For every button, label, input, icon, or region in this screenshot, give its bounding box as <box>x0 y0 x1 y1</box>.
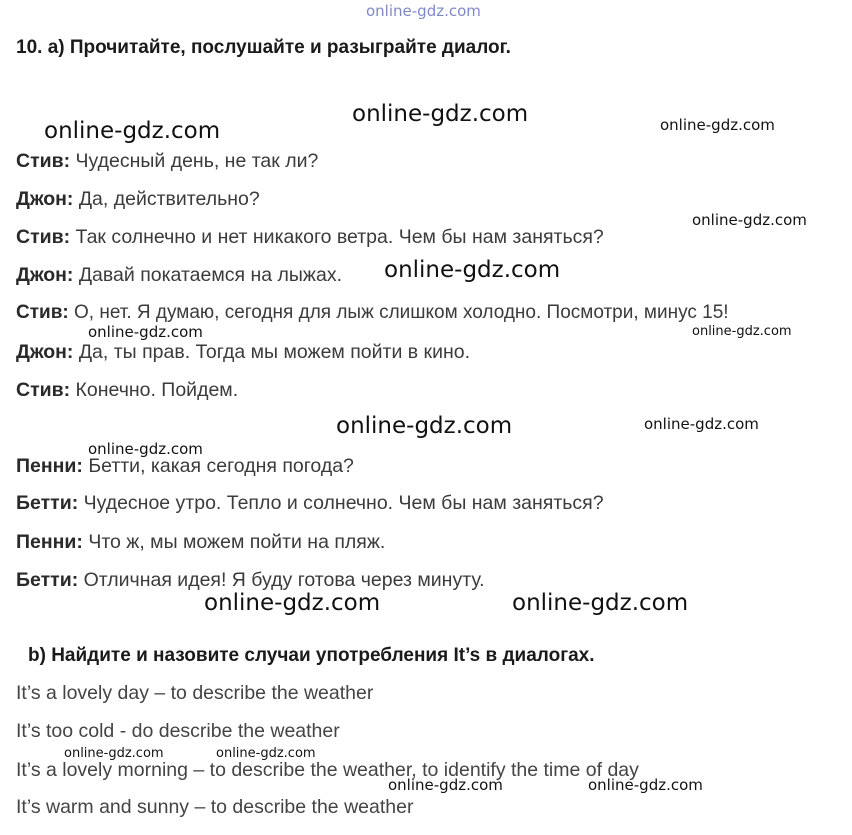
replica: Да, действительно? <box>78 188 260 210</box>
answer-line: It’s too cold - do describe the weather <box>16 720 340 742</box>
replica: Что ж, мы можем пойти на пляж. <box>88 531 386 553</box>
speaker: Стив: <box>16 226 71 248</box>
watermark: online-gdz.com <box>88 323 203 341</box>
answer-line: It’s a lovely morning – to describe the weather, to identify the time of day <box>16 759 639 781</box>
watermark: online-gdz.com <box>692 324 792 339</box>
watermark: online-gdz.com <box>644 415 759 433</box>
speaker: Бетти: <box>16 492 79 514</box>
watermark: online-gdz.com <box>660 116 775 134</box>
dialogue-line <box>16 341 470 364</box>
watermark: online-gdz.com <box>588 776 703 794</box>
speaker: Стив: <box>16 379 71 401</box>
watermark: online-gdz.com <box>88 440 203 458</box>
watermark: online-gdz.com <box>216 746 316 761</box>
replica: Отличная идея! Я буду готова через минуту. <box>83 569 485 591</box>
watermark: online-gdz.com <box>512 590 689 616</box>
dialogue-line <box>16 569 485 592</box>
dialogue-line <box>16 150 318 173</box>
replica: Бетти, какая сегодня погода? <box>88 455 354 477</box>
speaker: Стив: <box>16 150 71 172</box>
replica: Конечно. Пойдем. <box>75 379 239 401</box>
dialogue-line <box>16 379 238 402</box>
task-b-heading: b) Найдите и назовите случаи употребления It’s в диалогах. <box>28 645 595 666</box>
answer-line: It’s a lovely day – to describe the weather <box>16 682 374 704</box>
watermark: online-gdz.com <box>204 590 381 616</box>
replica: Давай покатаемся на лыжах. <box>78 264 342 286</box>
dialogue-line <box>16 226 604 249</box>
speaker: Пенни: <box>16 455 83 477</box>
watermark: online-gdz.com <box>44 118 221 144</box>
speaker: Бетти: <box>16 569 79 591</box>
watermark: online-gdz.com <box>692 211 807 229</box>
replica: О, нет. Я думаю, сегодня для лыж слишком холодно. Посмотри, минус 15! <box>74 302 729 323</box>
replica: Так солнечно и нет никакого ветра. Чем бы нам заняться? <box>75 226 604 248</box>
speaker: Джон: <box>16 264 74 286</box>
dialogue-line <box>16 264 342 287</box>
speaker: Джон: <box>16 341 74 363</box>
watermark: online-gdz.com <box>352 101 529 127</box>
watermark: online-gdz.com <box>388 776 503 794</box>
speaker: Джон: <box>16 188 74 210</box>
watermark: online-gdz.com <box>336 413 513 439</box>
answer-line: It’s warm and sunny – to describe the weather <box>16 796 414 818</box>
replica: Чудесное утро. Тепло и солнечно. Чем бы нам заняться? <box>83 492 604 514</box>
watermark: online-gdz.com <box>366 2 481 20</box>
watermark: online-gdz.com <box>64 746 164 761</box>
dialogue-line <box>16 455 354 478</box>
replica: Да, ты прав. Тогда мы можем пойти в кино. <box>78 341 471 363</box>
watermark: online-gdz.com <box>384 257 561 283</box>
dialogue-line <box>16 492 604 515</box>
speaker: Стив: <box>16 302 69 323</box>
speaker: Пенни: <box>16 531 83 553</box>
dialogue-line <box>16 302 729 324</box>
dialogue-line <box>16 188 260 211</box>
dialogue-line <box>16 531 385 554</box>
replica: Чудесный день, не так ли? <box>75 150 319 172</box>
task-a-heading: 10. a) Прочитайте, послушайте и разыграйте диалог. <box>16 37 511 58</box>
